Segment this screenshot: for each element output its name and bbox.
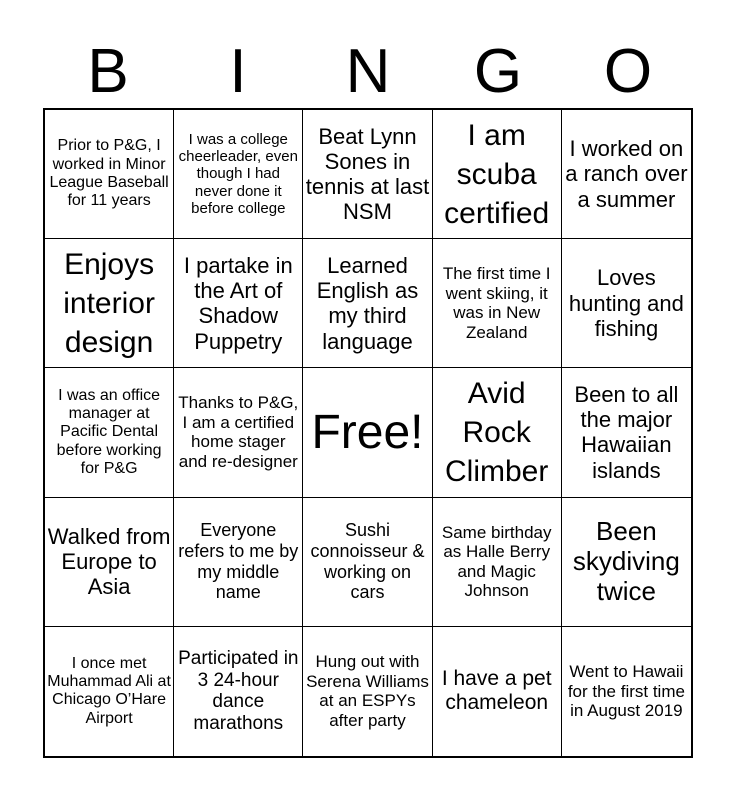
cell-text: Hung out with Serena Williams at an ESPYs after party: [306, 652, 429, 730]
cell-text: I was a college cheerleader, even though I had never done it before college: [178, 130, 298, 217]
bingo-cell[interactable]: [303, 627, 432, 756]
cell-text: I once met Muhammad Ali at Chicago O’Hare Airport: [47, 654, 171, 727]
cell-text: Enjoys interior design: [63, 247, 155, 359]
bingo-cell[interactable]: [45, 239, 174, 368]
header-letter-n: N: [345, 37, 391, 106]
cell-text: Avid Rock Climber: [445, 376, 549, 488]
bingo-cell[interactable]: [562, 110, 691, 239]
cell-text: Loves hunting and fishing: [568, 265, 684, 341]
bingo-cell[interactable]: [303, 239, 432, 368]
bingo-cell[interactable]: [45, 627, 174, 756]
cell-text: Learned English as my third language: [316, 252, 419, 354]
bingo-header: [43, 36, 693, 108]
cell-text: I partake in the Art of Shadow Puppetry: [183, 252, 293, 354]
cell-text: Thanks to P&G, I am a certified home stager and re-designer: [178, 393, 299, 472]
free-space[interactable]: [303, 368, 432, 497]
bingo-cell[interactable]: [562, 239, 691, 368]
bingo-card-grid: [43, 108, 693, 758]
cell-text: Beat Lynn Sones in tennis at last NSM: [305, 123, 430, 225]
cell-text: Been to all the major Hawaiian islands: [574, 381, 679, 483]
bingo-cell[interactable]: [45, 368, 174, 497]
bingo-cell[interactable]: [174, 627, 303, 756]
bingo-cell[interactable]: [303, 110, 432, 239]
cell-text: Went to Hawaii for the first time in August 2019: [567, 662, 685, 721]
bingo-cell[interactable]: [174, 498, 303, 627]
cell-text: Been skydiving twice: [572, 515, 680, 606]
cell-text: I worked on a ranch over a summer: [565, 136, 688, 212]
cell-text: Sushi connoisseur & working on cars: [310, 520, 425, 603]
header-letter-i: I: [229, 37, 247, 106]
bingo-cell[interactable]: [45, 498, 174, 627]
header-letter-o: O: [603, 37, 653, 106]
cell-text: I have a pet chameleon: [441, 667, 552, 715]
cell-text: Participated in 3 24-hour dance marathons: [178, 647, 299, 735]
bingo-cell[interactable]: [562, 627, 691, 756]
bingo-cell[interactable]: [433, 368, 562, 497]
cell-text: I am scuba certified: [444, 118, 550, 230]
cell-text: I was an office manager at Pacific Dental before working for P&G: [56, 386, 162, 478]
bingo-cell[interactable]: [562, 368, 691, 497]
cell-text: The first time I went skiing, it was in New Zealand: [442, 264, 551, 342]
bingo-cell[interactable]: [562, 498, 691, 627]
free-space-text: Free!: [311, 405, 424, 459]
header-letter-b: B: [87, 37, 129, 106]
bingo-cell[interactable]: [174, 110, 303, 239]
header-letter-g: G: [473, 37, 523, 106]
cell-text: Same birthday as Halle Berry and Magic Johnson: [441, 522, 552, 601]
bingo-cell[interactable]: [433, 110, 562, 239]
bingo-cell[interactable]: [303, 498, 432, 627]
bingo-cell[interactable]: [433, 498, 562, 627]
cell-text: Prior to P&G, I worked in Minor League Baseball for 11 years: [49, 137, 169, 210]
cell-text: Everyone refers to me by my middle name: [178, 520, 299, 603]
bingo-cell[interactable]: [45, 110, 174, 239]
bingo-cell[interactable]: [433, 239, 562, 368]
cell-text: Walked from Europe to Asia: [47, 523, 171, 600]
bingo-cell[interactable]: [433, 627, 562, 756]
bingo-cell[interactable]: [174, 239, 303, 368]
bingo-cell[interactable]: [174, 368, 303, 497]
